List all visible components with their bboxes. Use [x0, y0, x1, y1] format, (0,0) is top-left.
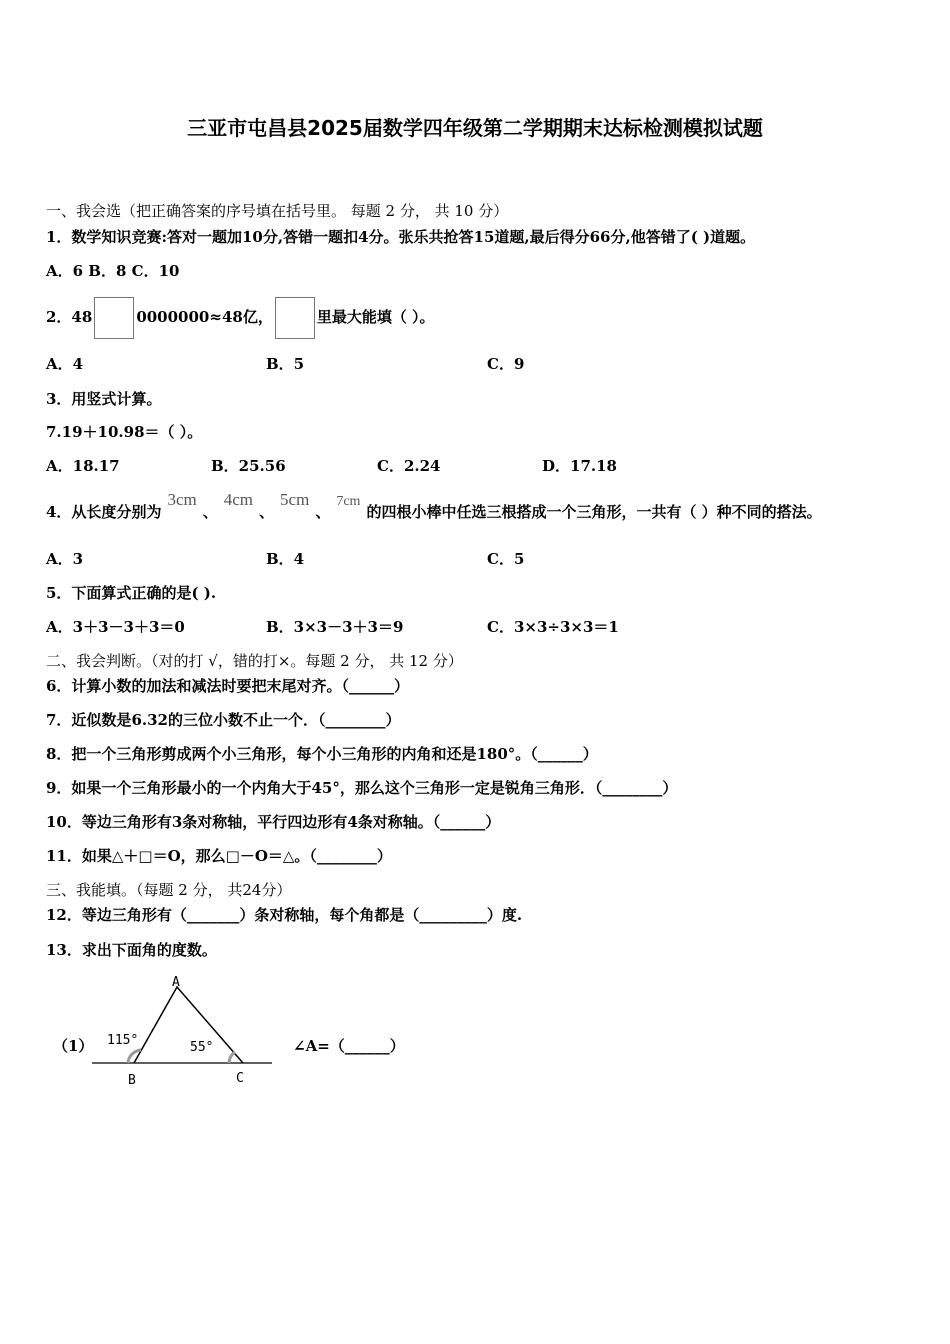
separator: 、	[315, 503, 331, 521]
angle-arc-c	[229, 1052, 235, 1063]
question-2-option-a: A．4	[46, 355, 84, 373]
question-3-option-d: D．17.18	[542, 457, 617, 475]
question-5-option-c: C．3×3÷3×3＝1	[487, 618, 619, 636]
triangle-sides	[134, 987, 243, 1063]
question-3-option-b: B．25.56	[211, 457, 286, 475]
question-2-option-b: B．5	[266, 355, 305, 373]
length-3cm: 3cm	[167, 490, 197, 509]
vertex-b-label: B	[128, 1073, 136, 1088]
question-4-option-c: C．5	[487, 550, 525, 568]
length-5cm: 5cm	[280, 490, 310, 509]
question-1: 1．数学知识竞赛:答对一题加10分,答错一题扣4分。张乐共抢答15道题,最后得分66分,他答错了( )道题。	[46, 228, 756, 246]
answer-box	[94, 297, 134, 339]
question-11: 11．如果△＋□＝O，那么□－O＝△。（________）	[46, 847, 392, 865]
question-4-option-a: A．3	[46, 550, 84, 568]
question-3: 3．用竖式计算。	[46, 390, 162, 408]
question-13: 13．求出下面角的度数。	[46, 941, 217, 959]
length-4cm: 4cm	[223, 490, 254, 509]
section3-heading: 三、我能填。（每题 2 分， 共24分）	[46, 881, 292, 899]
question-6: 6．计算小数的加法和减法时要把末尾对齐。（______）	[46, 677, 409, 695]
question-2-middle: 0000000≈48亿，	[136, 308, 273, 326]
question-4-prefix: 4．从长度分别为	[46, 503, 162, 521]
separator: 、	[202, 503, 218, 521]
figure-label: （1）	[53, 1037, 94, 1055]
triangle-diagram	[46, 966, 466, 1096]
question-2-option-c: C．9	[487, 355, 525, 373]
question-4-suffix: 的四根小棒中任选三根搭成一个三角形，一共有（ ）种不同的搭法。	[366, 503, 822, 521]
angle-115-label: 115°	[107, 1033, 139, 1048]
separator: 、	[259, 503, 275, 521]
question-9: 9．如果一个三角形最小的一个内角大于45°，那么这个三角形一定是锐角三角形．（________）	[46, 779, 678, 797]
question-10: 10．等边三角形有3条对称轴，平行四边形有4条对称轴。（______）	[46, 813, 501, 831]
page-title: 三亚市屯昌县2025届数学四年级第二学期期末达标检测模拟试题	[187, 116, 763, 140]
question-5: 5．下面算式正确的是( ).	[46, 584, 217, 602]
length-7cm: 7cm	[336, 494, 361, 509]
question-12: 12．等边三角形有（_______）条对称轴，每个角都是（_________）度.	[46, 906, 523, 924]
vertex-c-label: C	[236, 1071, 244, 1086]
question-8: 8．把一个三角形剪成两个小三角形，每个小三角形的内角和还是180°。（______）	[46, 745, 598, 763]
question-2-prefix: 2．48	[46, 308, 93, 326]
question-4	[46, 490, 822, 524]
question-3-option-c: C．2.24	[377, 457, 441, 475]
triangle-figure	[46, 966, 466, 1096]
vertex-a-label: A	[172, 975, 180, 990]
angle-55-label: 55°	[190, 1040, 214, 1055]
question-2	[46, 296, 435, 339]
section1-heading: 一、我会选（把正确答案的序号填在括号里。 每题 2 分， 共 10 分）	[46, 202, 509, 220]
question-3-expression: 7.19＋10.98＝（ ）。	[46, 423, 203, 441]
question-3-option-a: A．18.17	[46, 457, 120, 475]
question-7: 7．近似数是6.32的三位小数不止一个．（________）	[46, 711, 401, 729]
question-4-option-b: B．4	[266, 550, 305, 568]
question-5-option-b: B．3×3－3＋3＝9	[266, 618, 404, 636]
question-5-option-a: A．3＋3－3＋3＝0	[46, 618, 185, 636]
angle-a-answer: ∠A=（______）	[293, 1037, 405, 1055]
question-1-options: A．6 B．8 C．10	[46, 262, 180, 280]
question-2-suffix: 里最大能填（ ）。	[316, 308, 435, 326]
section2-heading: 二、我会判断。（对的打 √，错的打×。每题 2 分， 共 12 分）	[46, 652, 463, 670]
answer-box	[275, 297, 315, 339]
